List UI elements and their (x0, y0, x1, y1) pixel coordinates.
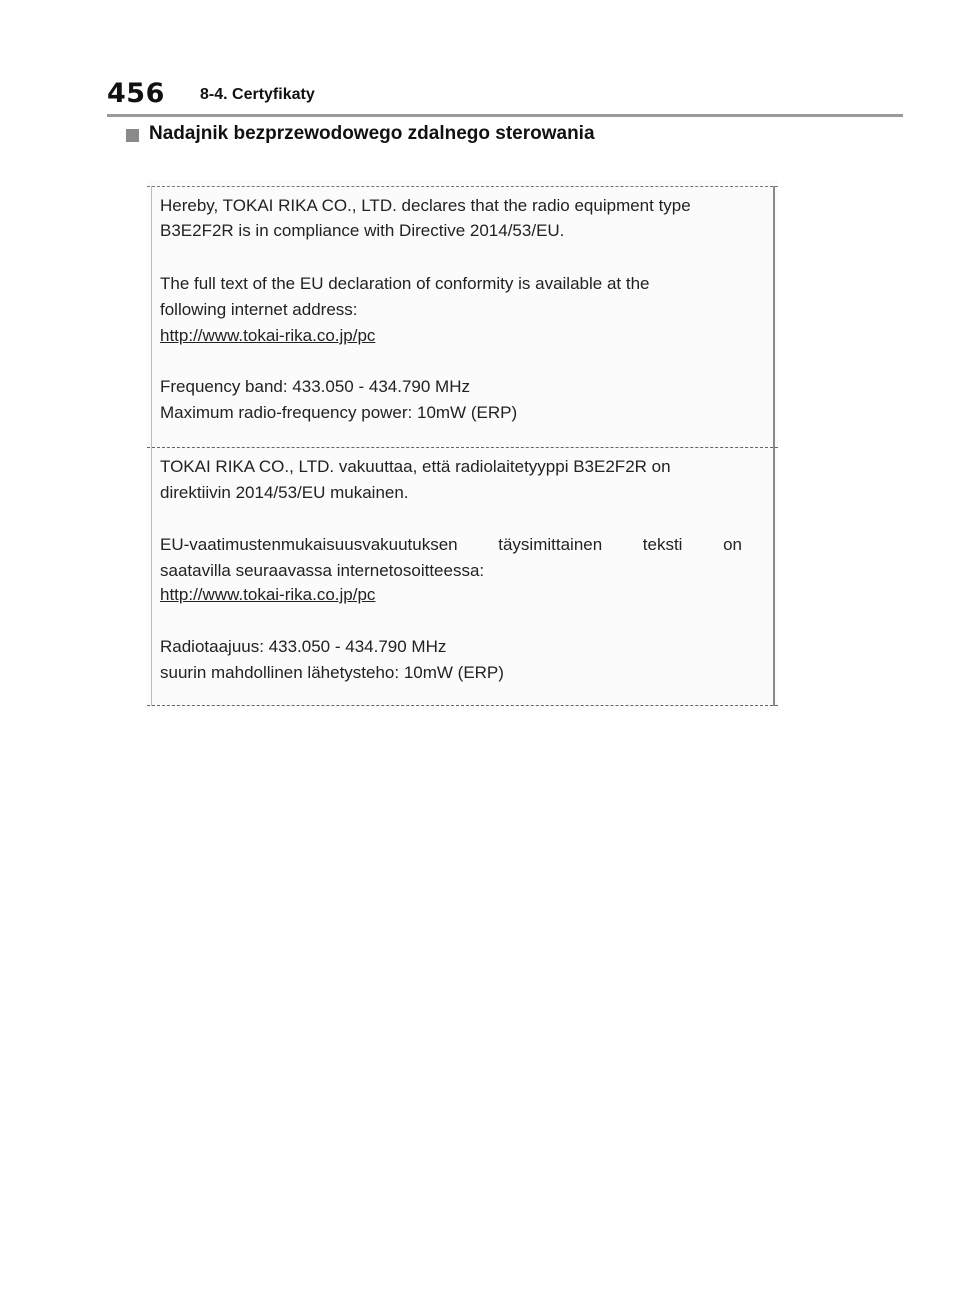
certificate-scan (147, 180, 778, 710)
finnish-power: suurin mahdollinen lähetysteho: 10mW (ERP) (160, 663, 504, 682)
finnish-availability-line-2: saatavilla seuraavassa internetosoitteessa: (160, 561, 485, 580)
square-bullet-icon (126, 129, 139, 142)
page-number: 456 (107, 78, 165, 109)
english-power: Maximum radio-frequency power: 10mW (ERP) (160, 403, 518, 422)
subsection-title: Nadajnik bezprzewodowego zdalnego sterowania (149, 123, 595, 144)
finnish-word: on (723, 535, 742, 554)
finnish-frequency: Radiotaajuus: 433.050 - 434.790 MHz (160, 637, 447, 656)
english-availability-line-2: following internet address: (160, 300, 358, 319)
english-declaration-line-1: Hereby, TOKAI RIKA CO., LTD. declares that the radio equipment type (160, 196, 691, 215)
scan-middle-divider (147, 447, 778, 448)
scan-bottom-border (147, 705, 778, 706)
scan-top-border (147, 186, 778, 187)
section-title: 8-4. Certyfikaty (200, 86, 315, 103)
finnish-word: täysimittainen (498, 535, 603, 554)
english-frequency: Frequency band: 433.050 - 434.790 MHz (160, 377, 470, 396)
page-header (107, 74, 903, 118)
finnish-word: EU-vaatimustenmukaisuusvakuutuksen (160, 535, 458, 554)
finnish-url: http://www.tokai-rika.co.jp/pc (160, 585, 376, 604)
english-declaration-line-2: B3E2F2R is in compliance with Directive 2014/53/EU. (160, 221, 565, 240)
finnish-declaration-line-1: TOKAI RIKA CO., LTD. vakuuttaa, että radiolaitetyyppi B3E2F2R on (160, 457, 671, 476)
finnish-declaration-line-2: direktiivin 2014/53/EU mukainen. (160, 483, 409, 502)
header-divider (107, 114, 903, 117)
scan-right-border (773, 186, 775, 706)
english-availability-line-1: The full text of the EU declaration of conformity is available at the (160, 274, 650, 293)
scan-left-border (151, 186, 152, 706)
finnish-word: teksti (642, 535, 683, 554)
english-url: http://www.tokai-rika.co.jp/pc (160, 326, 376, 345)
finnish-availability-line-1 (160, 534, 742, 555)
